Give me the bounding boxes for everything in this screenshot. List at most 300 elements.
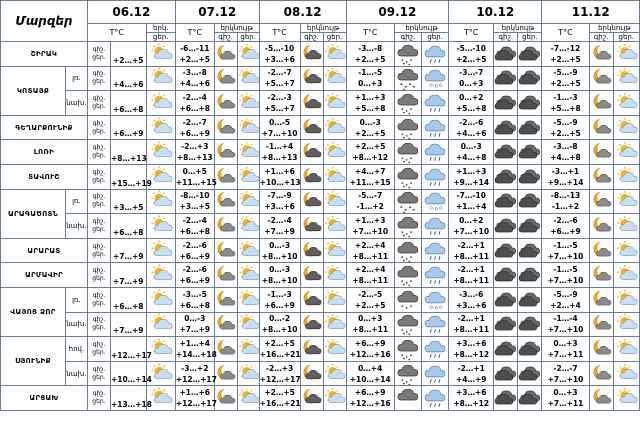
weather-icon	[421, 263, 448, 288]
night-temp: +1…+6	[264, 166, 295, 176]
weather-icon	[300, 312, 323, 337]
suncloud-icon	[324, 215, 345, 237]
suncloud-icon	[238, 363, 259, 385]
weather-icon	[394, 91, 421, 116]
day-temp: +8…+12	[453, 399, 490, 409]
weather-icon	[613, 164, 639, 189]
moon-icon	[215, 215, 236, 237]
night-header: գիշ.	[214, 33, 237, 42]
weather-icon	[494, 287, 518, 312]
rainsnow-icon	[397, 264, 418, 286]
night-temp: -2…-4	[267, 215, 292, 225]
day-label: ցեր.	[92, 152, 106, 160]
weather-icon	[589, 164, 613, 189]
day-temp: +2…+5	[550, 79, 581, 89]
moon-icon	[215, 363, 236, 385]
day-temp: +8…+10	[261, 251, 298, 261]
night-label: գիշ.	[92, 267, 106, 275]
darkcloud-icon	[495, 166, 516, 188]
day-temp: +7…+10	[547, 251, 584, 261]
weather-icon	[613, 140, 639, 165]
suncloud-icon	[238, 264, 259, 286]
weather-icon	[613, 337, 639, 362]
day-temp: +6…+9	[264, 300, 295, 310]
temp-range	[542, 140, 589, 165]
night-header: գիշ.	[589, 33, 613, 42]
day-temp: +4…+6	[455, 128, 487, 138]
night-header: գիշ.	[300, 33, 323, 42]
night-temp: -2…-7	[553, 363, 578, 373]
day-label: ցեր.	[92, 373, 106, 381]
rainsnow-icon	[397, 92, 418, 114]
moon-icon	[215, 117, 236, 139]
darkcloud-icon	[495, 338, 516, 360]
day-temp: +2…+5	[179, 54, 211, 64]
night-label: գիշ.	[92, 94, 106, 102]
snow-icon	[397, 190, 418, 212]
moon-icon	[591, 387, 612, 409]
night-temp: -7…-12	[550, 43, 581, 53]
night-temp: -7…-10	[456, 191, 486, 201]
night-temp: -2…-6	[182, 240, 207, 250]
moon-icon	[591, 117, 612, 139]
temp-range	[175, 337, 217, 362]
suncloud-icon	[324, 240, 345, 262]
weather-icon	[518, 164, 542, 189]
weather-icon	[421, 91, 448, 116]
sun-icon	[149, 363, 173, 385]
weather-icon	[589, 42, 613, 67]
temp-range	[346, 361, 394, 386]
night-temp: -2…+1	[457, 314, 485, 324]
table-row	[1, 337, 640, 362]
night-temp: -5…-9	[553, 289, 578, 299]
night-temp: -8…-13	[550, 191, 581, 201]
night-temp: +1…+4	[179, 338, 211, 348]
night-day-label	[87, 91, 110, 116]
weather-icon	[494, 115, 518, 140]
night-temp: 0…-5	[269, 117, 291, 127]
date-header: 08.12	[259, 1, 346, 24]
night-label: գիշ.	[92, 70, 106, 78]
night-temp: -2…+3	[181, 142, 209, 152]
day-temp: +6…+8	[179, 226, 211, 236]
weather-icon	[421, 214, 448, 239]
moondark-icon	[301, 240, 322, 262]
day-label: ցեր.	[92, 102, 106, 110]
moon-icon	[215, 387, 236, 409]
weather-icon	[518, 361, 542, 386]
weather-icon	[494, 66, 518, 91]
weather-icon	[589, 115, 613, 140]
weather-icon	[613, 66, 639, 91]
weather-icon	[589, 91, 613, 116]
temp-range	[449, 386, 494, 411]
weather-icon	[323, 91, 346, 116]
night-temp: -3…-8	[358, 43, 383, 53]
temp-range	[542, 238, 589, 263]
sun-icon	[149, 67, 173, 89]
weather-icon	[300, 361, 323, 386]
temp-value: +7…+9	[110, 263, 146, 288]
temp-range	[346, 263, 394, 288]
day-temp: 0…+3	[459, 79, 484, 89]
night-label: գիշ.	[92, 390, 106, 398]
day-temp: +7…+10	[261, 128, 298, 138]
day-temp: +2…+5	[550, 54, 581, 64]
night-temp: -3…-5	[182, 289, 207, 299]
night-temp: 0…+3	[358, 314, 383, 324]
temp-value: +6…+8	[110, 91, 146, 116]
temp-range	[542, 115, 589, 140]
suncloud-icon	[324, 141, 345, 163]
night-temp: 0…+2	[459, 215, 484, 225]
night-temp: 0…+4	[358, 363, 383, 373]
temp-header: T°C	[259, 24, 300, 42]
temp-value: +6…+8	[110, 287, 146, 312]
rainsnow-icon	[397, 240, 418, 262]
weather-icon	[214, 42, 237, 67]
suncloud-icon	[616, 338, 637, 360]
night-temp: -6…-11	[180, 43, 210, 53]
day-temp: +6…+9	[179, 251, 211, 261]
night-temp: -5…-9	[553, 68, 578, 78]
weather-icon	[323, 287, 346, 312]
weather-icon	[394, 238, 421, 263]
suncloud-icon	[238, 67, 259, 89]
rainsnow-icon	[397, 117, 418, 139]
weather-icon	[518, 238, 542, 263]
night-temp: -1…+4	[265, 142, 294, 152]
temp-range	[542, 91, 589, 116]
temp-range	[175, 189, 214, 214]
weather-icon	[589, 287, 613, 312]
suncloud-icon	[324, 264, 345, 286]
temp-range	[542, 337, 589, 362]
temp-range	[346, 214, 394, 239]
weather-icon	[518, 140, 542, 165]
darkcloud-icon	[519, 215, 540, 237]
darkcloud-icon	[495, 240, 516, 262]
moon-icon	[591, 240, 612, 262]
moon-icon	[591, 67, 612, 89]
temp-range	[542, 263, 589, 288]
weather-icon	[518, 214, 542, 239]
weather-icon	[214, 337, 237, 362]
moon-icon	[215, 313, 236, 335]
night-temp: -1…-5	[553, 265, 578, 275]
sky-header: երկնույթ	[589, 24, 639, 33]
day-temp: +12…+17	[259, 374, 301, 384]
night-temp: -2…-6	[553, 215, 578, 225]
temp-range	[259, 42, 300, 67]
rainbig-icon	[425, 166, 446, 188]
temp-range	[259, 140, 300, 165]
weather-icon	[323, 189, 346, 214]
region-name: ՍՅՈՒՆԻՔ	[1, 337, 66, 386]
sun-icon	[149, 289, 173, 311]
weather-icon	[300, 66, 323, 91]
weather-icon	[421, 287, 448, 312]
suncloud-icon	[238, 387, 259, 409]
temp-range	[449, 140, 494, 165]
suncloud-icon	[324, 363, 345, 385]
night-day-label	[87, 66, 110, 91]
table-row	[1, 263, 640, 288]
darkcloud-icon	[519, 338, 540, 360]
temp-range	[449, 361, 494, 386]
weather-icon	[613, 312, 639, 337]
suncloud-icon	[238, 92, 259, 114]
temp-range	[175, 140, 214, 165]
night-temp: +2…+4	[354, 240, 386, 250]
weather-icon	[394, 312, 421, 337]
weather-icon	[237, 140, 259, 165]
subregion-name: նախ.	[65, 91, 87, 116]
suncloud-icon	[616, 67, 637, 89]
temp-range	[449, 238, 494, 263]
weather-icon	[613, 189, 639, 214]
night-day-label	[87, 386, 110, 411]
day-temp: +9…+14	[453, 177, 490, 187]
moon-icon	[215, 166, 236, 188]
darkcloud-icon	[495, 289, 516, 311]
day-label: ցեր.	[92, 250, 106, 258]
moon-icon	[215, 67, 236, 89]
weather-icon	[237, 66, 259, 91]
darkcloud-icon	[495, 117, 516, 139]
table-row	[1, 140, 640, 165]
weather-icon	[237, 361, 259, 386]
night-day-label	[87, 189, 110, 214]
weather-icon	[214, 91, 237, 116]
suncloud-icon	[238, 338, 259, 360]
weather-icon	[323, 164, 346, 189]
weather-icon	[421, 386, 448, 411]
weather-icon	[300, 214, 323, 239]
night-temp: 0…+3	[553, 338, 578, 348]
temp-value: +4…+6	[110, 66, 146, 91]
temp-range	[175, 66, 214, 91]
night-temp: -2…-4	[182, 92, 207, 102]
darkcloud-icon	[495, 264, 516, 286]
weather-icon	[494, 42, 518, 67]
day-temp: +8…+12	[453, 349, 490, 359]
night-label: գիշ.	[92, 168, 106, 176]
day-temp: +6…+9	[179, 128, 211, 138]
region-name: ԱՐԱՐԱՏ	[1, 238, 88, 263]
day-label: ցեր.	[92, 201, 106, 209]
temp-range	[175, 361, 217, 386]
weather-icon	[494, 189, 518, 214]
night-temp: -3…-8	[553, 142, 578, 152]
day-temp: +2…+5	[550, 128, 581, 138]
day-temp: +11…+15	[349, 177, 391, 187]
sky-header: երկնույթ	[214, 24, 259, 33]
temp-value: +10…+14	[110, 361, 146, 386]
moon-icon	[591, 43, 612, 65]
weather-icon	[394, 115, 421, 140]
weather-icon	[421, 140, 448, 165]
night-label: գիշ.	[92, 316, 106, 324]
temp-value: +6…+9	[110, 115, 146, 140]
day-header: ցեր.	[518, 33, 542, 42]
temp-range	[346, 66, 394, 91]
weather-icon	[146, 312, 175, 337]
moondark-icon	[301, 43, 322, 65]
sun-icon	[149, 240, 173, 262]
weather-icon	[589, 214, 613, 239]
day-temp: +4…+9	[455, 374, 487, 384]
suncloud-icon	[238, 313, 259, 335]
suncloud-icon	[324, 67, 345, 89]
day-temp: +11…+15	[175, 177, 217, 187]
weather-icon	[589, 238, 613, 263]
weather-icon	[613, 386, 639, 411]
weather-icon	[613, 115, 639, 140]
day-temp: +6…+9	[550, 226, 581, 236]
rainbig-icon	[425, 387, 446, 409]
suncloud-icon	[324, 338, 345, 360]
suncloud-icon	[238, 141, 259, 163]
temp-range	[542, 386, 589, 411]
night-day-label	[87, 361, 110, 386]
temp-range	[542, 312, 589, 337]
night-temp: -3…-8	[182, 68, 207, 78]
temp-range	[259, 312, 300, 337]
day-temp: +8…+11	[352, 276, 389, 286]
table-row	[1, 42, 640, 67]
night-day-label	[87, 312, 110, 337]
rainbig-icon	[425, 338, 446, 360]
day-temp: +2…+5	[354, 300, 386, 310]
weather-icon	[300, 164, 323, 189]
day-label: ցեր.	[92, 348, 106, 356]
day-temp: +3…+5	[179, 202, 211, 212]
sun-icon	[149, 141, 173, 163]
night-temp: -5…-10	[456, 43, 486, 53]
weather-icon	[613, 214, 639, 239]
day-temp: +7…+10	[352, 226, 389, 236]
weather-icon	[613, 287, 639, 312]
table-row	[1, 66, 640, 91]
region-name: ՎԱՅՈՑ ՁՈՐ	[1, 287, 66, 336]
suncloud-icon	[324, 117, 345, 139]
temp-range	[346, 312, 394, 337]
temp-value: +3…+5	[110, 189, 146, 214]
day-temp: +2…+5	[455, 54, 487, 64]
snowrain-icon	[397, 289, 418, 311]
temp-range	[346, 91, 394, 116]
rainsnow-icon	[397, 215, 418, 237]
weather-icon	[518, 115, 542, 140]
suncloud-icon	[324, 92, 345, 114]
region-name: ՇԻՐԱԿ	[1, 42, 88, 67]
darkcloud-icon	[519, 117, 540, 139]
day-temp: +3…+6	[264, 202, 295, 212]
moon-icon	[215, 338, 236, 360]
suncloud-icon	[238, 117, 259, 139]
rainsnow-icon	[397, 166, 418, 188]
suncloud-icon	[616, 92, 637, 114]
region-name: ԿՈՏԱՅՔ	[1, 66, 66, 115]
weather-icon	[494, 337, 518, 362]
weather-icon	[394, 140, 421, 165]
temp-value: +7…+9	[110, 238, 146, 263]
day-temp: +9…+14	[547, 177, 584, 187]
night-temp: -3…+1	[551, 166, 580, 176]
night-temp: -5…-10	[264, 43, 295, 53]
weather-icon	[613, 263, 639, 288]
night-temp: -1…-3	[267, 289, 292, 299]
night-label: գիշ.	[92, 217, 106, 225]
temp-range	[175, 312, 214, 337]
subregion-name: հով.	[65, 337, 87, 362]
subregion-name: նախ.	[65, 214, 87, 239]
night-temp: 0…-3	[184, 314, 206, 324]
moon-icon	[591, 141, 612, 163]
temp-range	[346, 287, 394, 312]
weather-icon	[518, 263, 542, 288]
rainbig-icon	[425, 313, 446, 335]
weather-icon	[589, 189, 613, 214]
temp-range	[346, 164, 394, 189]
snowcloud-icon	[425, 289, 446, 311]
moon-icon	[591, 92, 612, 114]
weather-icon	[300, 140, 323, 165]
day-temp: 0…+3	[358, 79, 383, 89]
night-temp: +4…+7	[354, 166, 386, 176]
weather-icon	[214, 164, 237, 189]
day-temp: +8…+13	[261, 153, 298, 163]
night-label: գիշ.	[92, 291, 106, 299]
suncloud-icon	[616, 363, 637, 385]
day-temp: +8…+12	[352, 153, 389, 163]
day-temp: +8…+11	[352, 325, 389, 335]
weather-icon	[394, 337, 421, 362]
suncloud-icon	[616, 313, 637, 335]
moon-icon	[591, 190, 612, 212]
weather-icon	[394, 287, 421, 312]
weather-icon	[237, 263, 259, 288]
region-name: ԳԵՂԱՐՔՈՒՆԻՔ	[1, 115, 88, 140]
weather-icon	[589, 263, 613, 288]
suncloud-icon	[324, 166, 345, 188]
day-temp: +2…+4	[550, 300, 581, 310]
weather-icon	[237, 312, 259, 337]
day-temp: +3…+6	[264, 54, 295, 64]
temp-value: +7…+9	[110, 312, 146, 337]
day-temp: +7…+10	[547, 276, 584, 286]
day-temp: +3…+6	[455, 300, 487, 310]
moon-icon	[591, 313, 612, 335]
day-label: ցեր.	[92, 324, 106, 332]
weather-icon	[394, 164, 421, 189]
temp-header: T°C	[87, 24, 146, 42]
weather-icon	[214, 386, 237, 411]
day-temp: +7…+11	[547, 349, 584, 359]
night-day-label	[87, 238, 110, 263]
night-temp: -1…-3	[553, 92, 578, 102]
darkcloud-icon	[495, 190, 516, 212]
day-header: ցեր.	[613, 33, 639, 42]
snowcloud-icon	[425, 190, 446, 212]
night-temp: +6…+9	[354, 338, 386, 348]
temp-range	[449, 214, 494, 239]
moondark-icon	[301, 141, 322, 163]
rainsnow-icon	[397, 313, 418, 335]
sun-icon	[149, 387, 173, 409]
